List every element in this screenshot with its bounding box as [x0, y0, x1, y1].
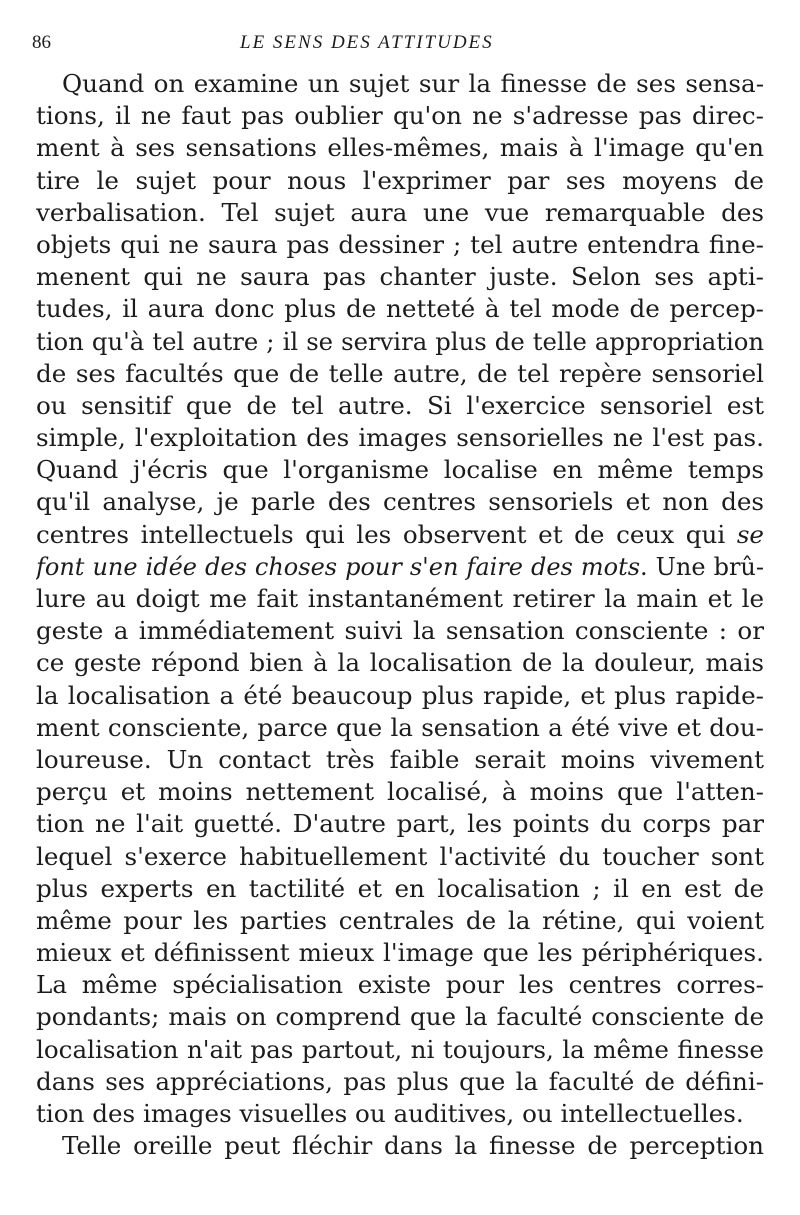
text-line	[36, 680, 764, 712]
text-line-roman: tion ne l'ait guetté. D'autre part, les points du corps par	[36, 809, 764, 839]
text-line	[36, 1001, 764, 1033]
text-line-roman: Quand j'écris que l'organisme localise en même temps	[36, 455, 764, 485]
running-head	[0, 30, 800, 58]
text-line-roman: la localisation a été beaucoup plus rapide, et plus rapide-	[36, 680, 764, 710]
text-line-roman: menent qui ne saura pas chanter juste. Selon ses apti-	[36, 262, 764, 292]
text-line	[36, 486, 764, 518]
text-line	[36, 326, 764, 358]
text-line	[36, 937, 764, 969]
text-line	[36, 68, 764, 100]
text-line-italic: font une idée des choses pour s'en faire des mots	[36, 552, 641, 581]
text-line-italic: se	[736, 519, 764, 549]
text-line-roman: . Une brû-	[640, 552, 764, 581]
text-line-roman: centres intellectuels qui les observent et de ceux qui	[36, 519, 737, 549]
text-line-roman: tion qu'à tel autre ; il se servira plus de telle appropriation	[36, 326, 764, 356]
text-line	[36, 776, 764, 808]
body-text	[36, 68, 764, 1162]
text-line	[36, 583, 764, 615]
text-line	[36, 519, 764, 551]
text-line-roman: même pour les parties centrales de la rétine, qui voient	[36, 905, 764, 935]
text-line-roman: verbalisation. Tel sujet aura une vue remarquable des	[36, 197, 764, 227]
text-line	[36, 615, 764, 647]
text-line-roman: de ses facultés que de telle autre, de tel repère sensoriel	[36, 358, 764, 388]
text-line	[36, 1034, 764, 1066]
running-title: LE SENS DES ATTITUDES	[240, 32, 494, 53]
text-line-roman: dans ses appréciations, pas plus que la faculté de défini-	[36, 1066, 764, 1096]
text-line-roman: tudes, il aura donc plus de netteté à tel mode de percep-	[36, 294, 764, 324]
text-line-roman: tions, il ne faut pas oublier qu'on ne s'adresse pas direc-	[36, 101, 764, 131]
text-line	[36, 551, 764, 583]
text-line-roman: tion des images visuelles ou auditives, ou intellectuelles.	[36, 1099, 744, 1128]
text-line	[36, 1098, 764, 1130]
text-line-roman: Telle oreille peut fléchir dans la finesse de perception	[62, 1131, 764, 1161]
text-line-roman: ce geste répond bien à la localisation de la douleur, mais	[36, 648, 764, 678]
text-line	[36, 647, 764, 679]
text-line-roman: plus experts en tactilité et en localisation ; il en est de	[36, 873, 764, 903]
text-line	[36, 969, 764, 1001]
text-line-roman: geste a immédiatement suivi la sensation consciente : or	[36, 616, 764, 646]
text-line	[36, 712, 764, 744]
text-line	[36, 841, 764, 873]
text-line	[36, 229, 764, 261]
text-line-roman: mieux et définissent mieux l'image que les périphériques.	[36, 938, 764, 968]
text-line	[36, 905, 764, 937]
text-line-roman: objets qui ne saura pas dessiner ; tel autre entendra fine-	[36, 229, 764, 259]
text-line	[36, 454, 764, 486]
text-line	[36, 165, 764, 197]
text-line	[36, 293, 764, 325]
text-line	[36, 1066, 764, 1098]
text-line	[36, 744, 764, 776]
text-line-roman: ou sensitif que de tel autre. Si l'exercice sensoriel est	[36, 390, 764, 420]
text-line	[36, 808, 764, 840]
text-line-roman: tire le sujet pour nous l'exprimer par ses moyens de	[36, 165, 764, 195]
text-line	[36, 390, 764, 422]
page-number: 86	[32, 32, 51, 53]
text-line-roman: lequel s'exerce habituellement l'activité du toucher sont	[36, 841, 764, 871]
text-line-roman: Quand on examine un sujet sur la finesse de ses sensa-	[62, 69, 764, 98]
text-line	[36, 100, 764, 132]
text-line-roman: qu'il analyse, je parle des centres sensoriels et non des	[36, 487, 764, 517]
text-line	[36, 1130, 764, 1162]
text-line	[36, 358, 764, 390]
text-line	[36, 197, 764, 229]
text-line	[36, 132, 764, 164]
text-line-roman: localisation n'ait pas partout, ni toujours, la même finesse	[36, 1034, 764, 1064]
text-line	[36, 422, 764, 454]
text-line	[36, 261, 764, 293]
text-line-roman: loureuse. Un contact très faible serait moins vivement	[36, 744, 764, 774]
text-line-roman: ment consciente, parce que la sensation a été vive et dou-	[36, 712, 764, 742]
text-line-roman: lure au doigt me fait instantanément retirer la main et le	[36, 584, 764, 613]
text-line-roman: ment à ses sensations elles-mêmes, mais à l'image qu'en	[36, 133, 764, 163]
text-line-roman: perçu et moins nettement localisé, à moins que l'atten-	[36, 777, 764, 807]
text-line-roman: La même spécialisation existe pour les centres corres-	[36, 970, 764, 1000]
text-line	[36, 873, 764, 905]
text-line-roman: pondants; mais on comprend que la faculté consciente de	[36, 1002, 764, 1032]
text-line-roman: simple, l'exploitation des images sensorielles ne l'est pas.	[36, 423, 764, 453]
